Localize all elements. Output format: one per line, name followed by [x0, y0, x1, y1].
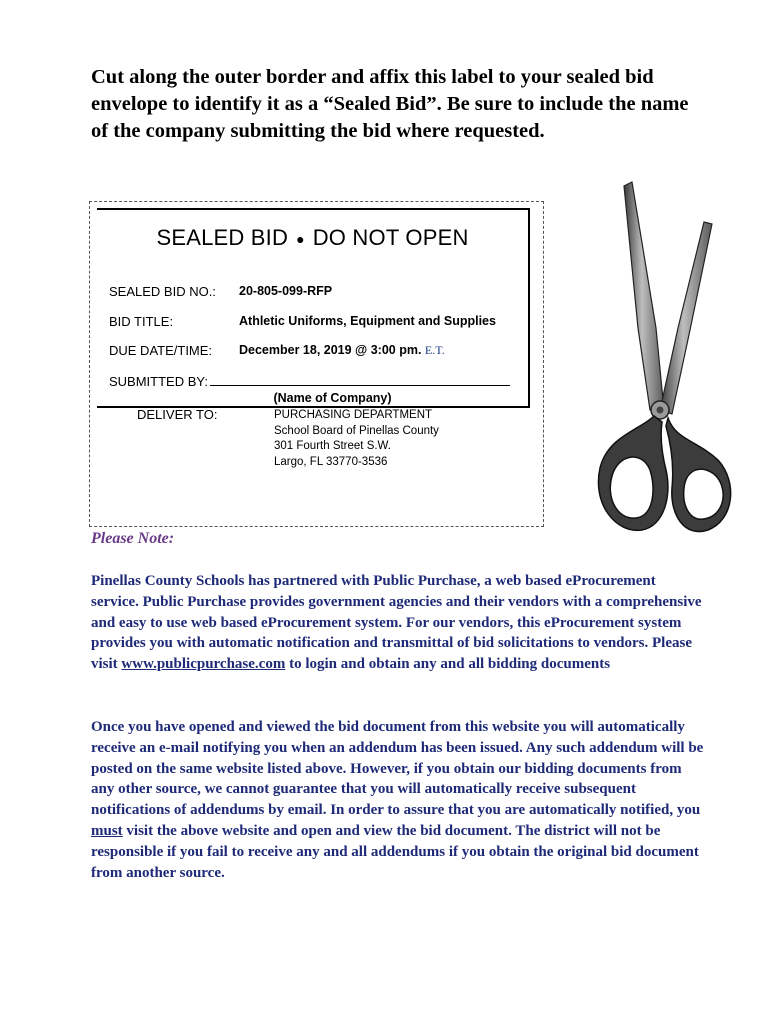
- submitted-by-label: SUBMITTED BY:: [109, 374, 208, 389]
- scissors-icon: [580, 178, 740, 558]
- publicpurchase-link[interactable]: www.publicpurchase.com: [121, 656, 286, 673]
- must-emphasis: must: [91, 822, 123, 839]
- company-name-hint: (Name of Company): [273, 391, 392, 405]
- label-title-right: DO NOT OPEN: [312, 225, 469, 250]
- due-date-timezone: E.T.: [424, 343, 445, 357]
- due-date-value: [239, 343, 445, 358]
- due-date-text: December 18, 2019 @ 3:00 pm.: [239, 343, 422, 357]
- note-p1-text-b: to login and obtain any and all bidding documents: [285, 656, 611, 673]
- bid-title-label: BID TITLE:: [109, 314, 174, 329]
- due-date-label: DUE DATE/TIME:: [109, 343, 213, 358]
- intro-instructions: Cut along the outer border and affix this label to your sealed bid envelope to identify it as a “Sealed Bid”. Be sure to include the name of the company submitting the bid where requested.: [91, 66, 689, 142]
- company-name-line: [210, 385, 510, 386]
- note-p2-text-b: visit the above website and open and view the bid document. The district will not be responsible if you fail to receive any and all addendums if you obtain the original bid document from another source.: [91, 822, 699, 881]
- note-paragraph-2: [91, 717, 706, 883]
- sealed-bid-label: [97, 208, 530, 408]
- label-title-left: SEALED BID: [156, 225, 289, 250]
- label-title: [97, 225, 528, 251]
- address-line: Largo, FL 33770-3536: [274, 455, 388, 468]
- address-line: School Board of Pinellas County: [274, 424, 439, 437]
- note-p1-text-a: Pinellas County Schools has partnered with Public Purchase, a web based eProcurement service. Public Purchase provides government agencies and their vendors with a comprehensive and easy to use web based eProcurement system. For our vendors, this eProcurement system provides you with automatic notification and transmittal of bid solicitations to vendors. Please visit: [91, 573, 702, 673]
- sealed-bid-label-cut-border: [89, 201, 544, 527]
- address-line: PURCHASING DEPARTMENT: [274, 409, 433, 421]
- deliver-to-label: DELIVER TO:: [137, 407, 218, 422]
- bullet-icon: ●: [296, 231, 305, 248]
- bid-number-value: 20-805-099-RFP: [239, 284, 333, 298]
- delivery-address: [274, 408, 439, 470]
- address-line: 301 Fourth Street S.W.: [274, 440, 391, 452]
- please-note-heading: Please Note:: [91, 530, 175, 547]
- bid-title-value: Athletic Uniforms, Equipment and Supplies: [239, 314, 496, 328]
- note-paragraph-1: [91, 571, 706, 675]
- bid-number-label: SEALED BID NO.:: [109, 284, 216, 299]
- note-p2-text-a: Once you have opened and viewed the bid document from this website you will automatically receive an e-mail notifying you when an addendum has been issued. Any such addendum will be posted on the same website listed above. However, if you obtain our bidding documents from any other source, we cannot guarantee that you will automatically receive subsequent notifications of addendums by email. In order to assure that you are automatically notified, you: [91, 719, 704, 819]
- submitted-by-row: [109, 374, 510, 389]
